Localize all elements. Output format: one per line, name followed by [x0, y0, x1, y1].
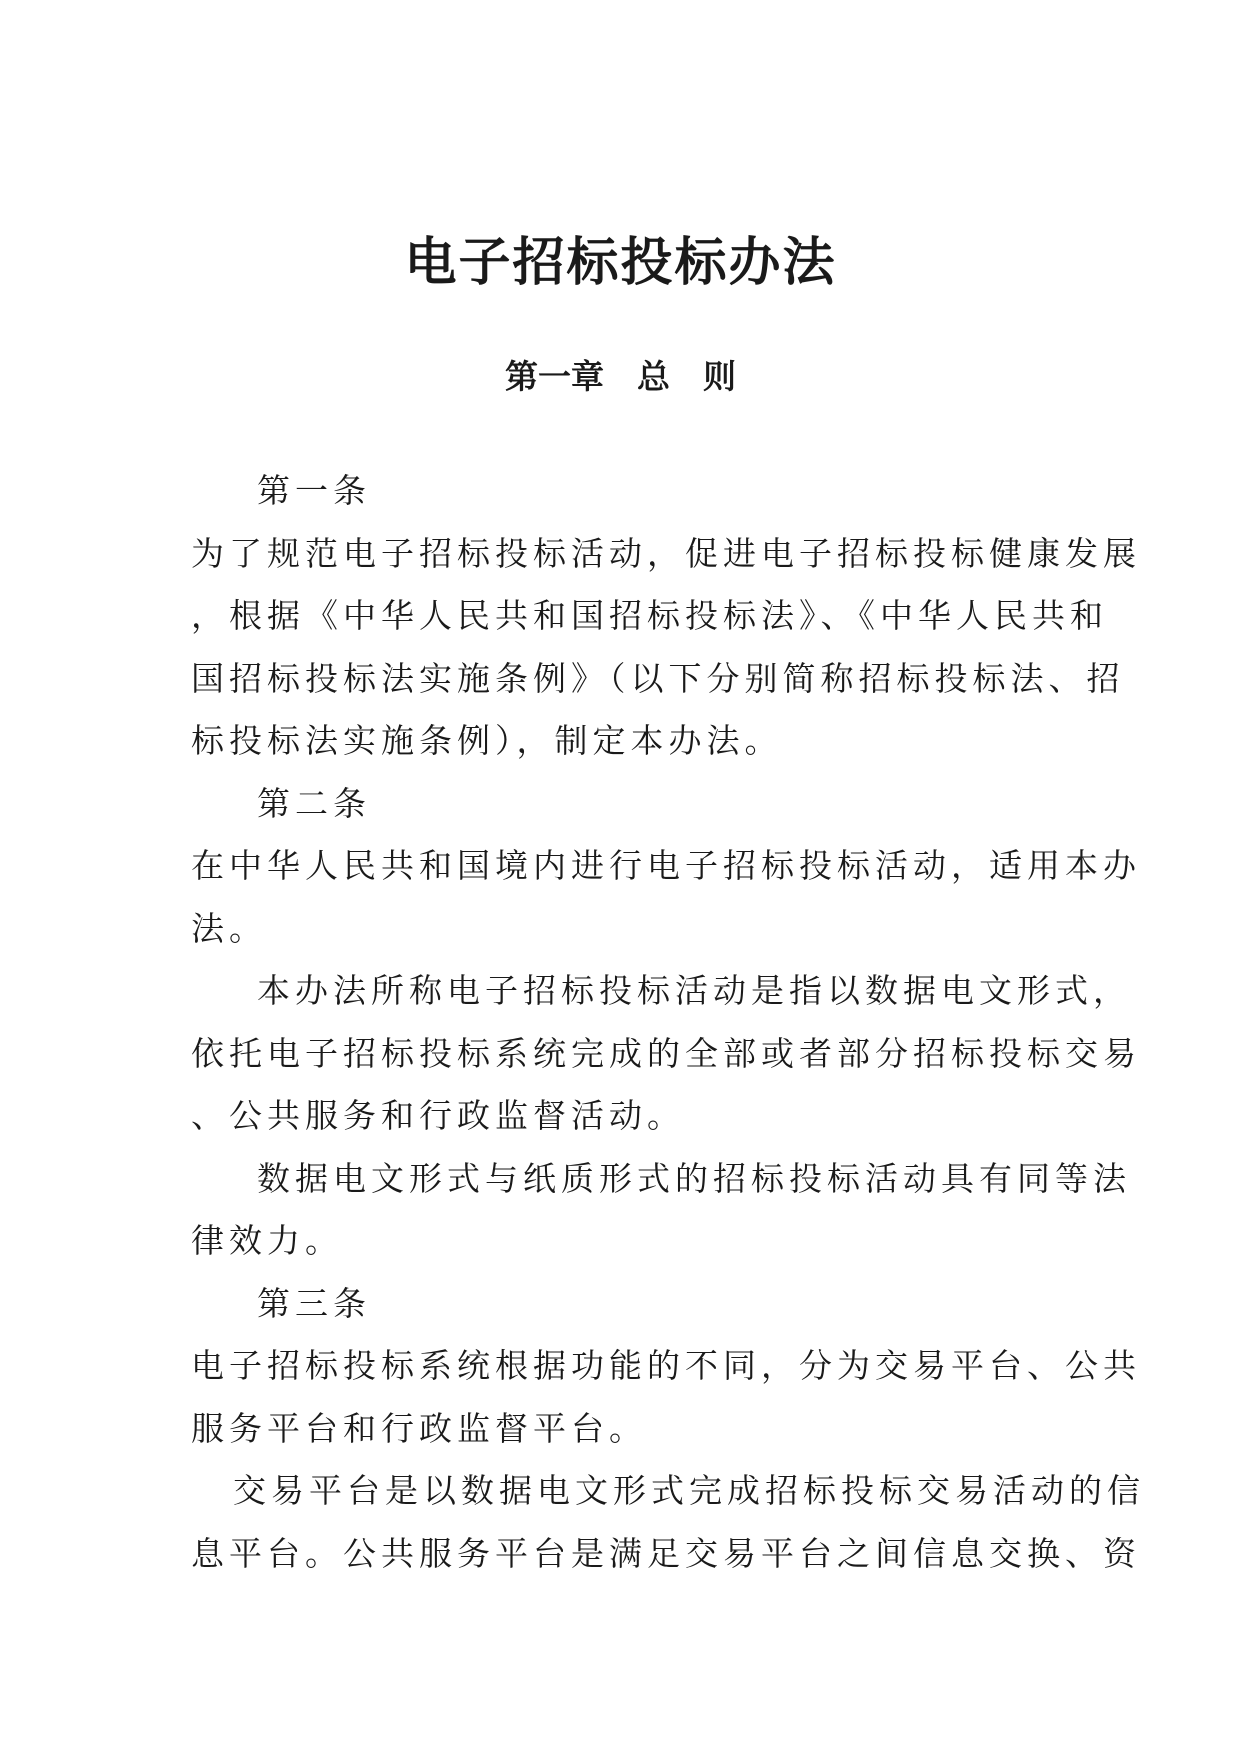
article-heading: 第二条 [257, 783, 371, 823]
document-title: 电子招标投标办法 [404, 233, 837, 293]
body-line: 服务平台和行政监督平台。 [191, 1408, 647, 1448]
body-line: 为了规范电子招标投标活动，促进电子招标投标健康发展 [191, 533, 1141, 573]
body-line: 、公共服务和行政监督活动。 [191, 1096, 685, 1135]
article-heading: 第一条 [257, 471, 371, 510]
body-line: 息平台。公共服务平台是满足交易平台之间信息交换、资 [191, 1533, 1141, 1573]
body-line: 国招标投标法实施条例》（以下分别简称招标投标法、招 [191, 658, 1125, 698]
paragraph-first-line: 交易平台是以数据电文形式完成招标投标交易活动的信 [233, 1471, 1145, 1510]
paragraph-first-line: 本办法所称电子招标投标活动是指以数据电文形式， [257, 971, 1131, 1010]
body-line: 律效力。 [191, 1221, 343, 1260]
article-heading: 第三条 [257, 1283, 371, 1323]
body-line: 在中华人民共和国境内进行电子招标投标活动，适用本办 [191, 846, 1141, 885]
body-line: ，根据《中华人民共和国招标投标法》、《中华人民共和 [191, 596, 1108, 635]
body-line: 电子招标投标系统根据功能的不同，分为交易平台、公共 [191, 1346, 1141, 1385]
paragraph-first-line: 数据电文形式与纸质形式的招标投标活动具有同等法 [257, 1158, 1131, 1198]
body-line: 依托电子招标投标系统完成的全部或者部分招标投标交易 [191, 1033, 1141, 1073]
chapter-heading: 第一章 总 则 [505, 357, 736, 396]
document-body [191, 460, 1145, 1585]
body-line: 法。 [191, 908, 267, 948]
body-line: 标投标法实施条例），制定本办法。 [191, 721, 783, 760]
